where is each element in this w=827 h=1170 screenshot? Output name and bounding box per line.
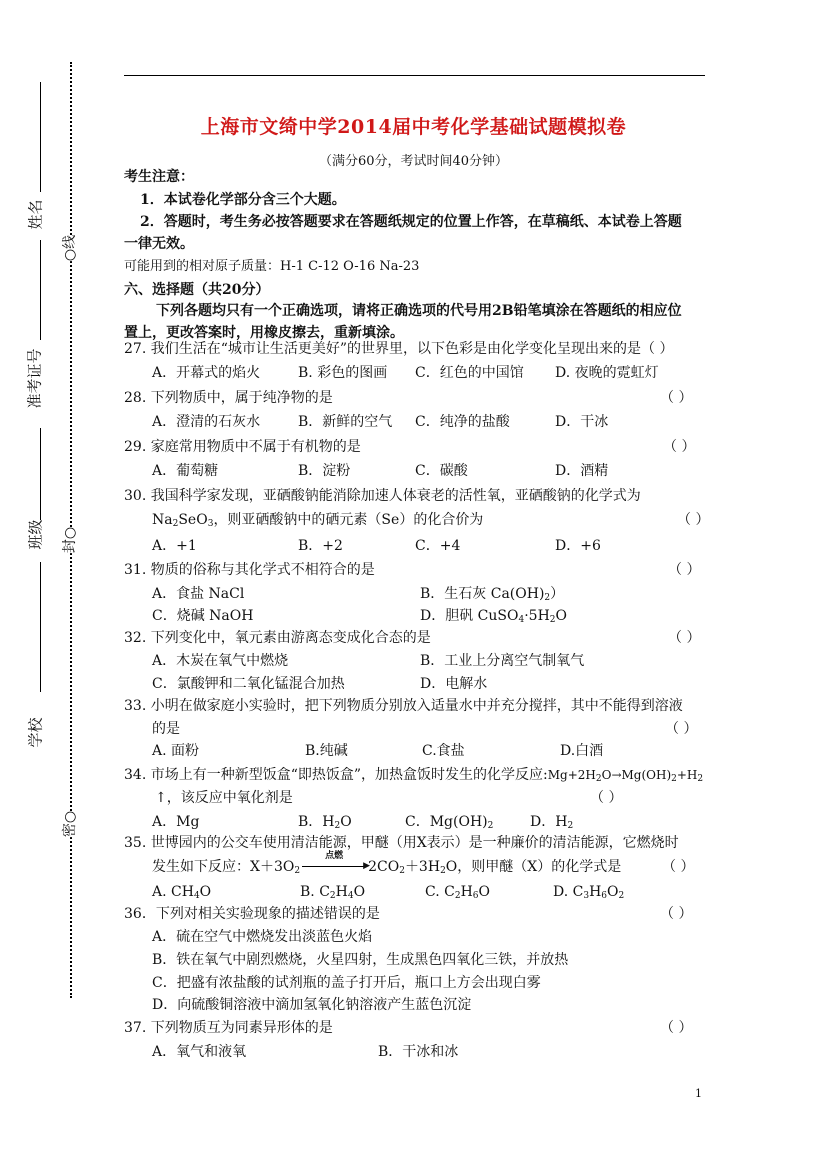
q27-stem: 27. 我们生活在“城市让生活更美好”的世界里，以下色彩是由化学变化呈现出来的是（ ） bbox=[124, 341, 674, 357]
q36-stem: 36．下列对相关实验现象的描述错误的是 bbox=[124, 906, 380, 922]
q37-stem: 37. 下列物质互为同素异形体的是 bbox=[124, 1020, 333, 1036]
q31-option-d: D．胆矾 $CuSO_4\cdot 5H_2O$ bbox=[420, 608, 568, 625]
q30-option-a: A．+1 bbox=[152, 538, 197, 554]
exam-id-fill-line bbox=[40, 240, 41, 340]
q28-stem: 28. 下列物质中，属于纯净物的是 bbox=[124, 390, 333, 406]
q35-stem-line1: 35. 世博园内的公交车使用清洁能源，甲醚（用X表示）是一种廉价的清洁能源，它燃烧时 bbox=[124, 835, 679, 851]
q33-option-a: A. 面粉 bbox=[152, 743, 200, 759]
q32-option-a: A．木炭在氧气中燃烧 bbox=[152, 653, 289, 669]
q34-option-d: D．$H_2$ bbox=[530, 814, 574, 831]
binding-mark-line: ○线 bbox=[57, 235, 81, 261]
q35-answer-paren: （ ） bbox=[662, 859, 695, 875]
q36-option-a: A．硫在空气中燃烧发出淡蓝色火焰 bbox=[152, 929, 373, 945]
q34-answer-paren: （ ） bbox=[590, 790, 623, 806]
q29-option-a: A．葡萄糖 bbox=[152, 463, 219, 479]
page-number: 1 bbox=[695, 1087, 702, 1100]
q34-stem-line1: 34. 市场上有一种新型饭盒“即热饭盒”，加热盒饭时发生的化学反应$:Mg+2H_2O\to Mg(OH)_2+H_2$ bbox=[124, 767, 704, 784]
exam-id-label: 准考证号 bbox=[25, 348, 44, 409]
q35-stem-line2: 发生如下反应：$X+3O_2$ 点燃 ▶ $2CO_2+3H_2O$，则甲醚（X）的化学式是 bbox=[152, 858, 621, 880]
q37-option-b: B．干冰和冰 bbox=[378, 1044, 459, 1060]
q35-option-c: C. $C_2H_6O$ bbox=[425, 884, 490, 901]
section-instruction-2: 置上，更改答案时，用橡皮擦去，重新填涂。 bbox=[124, 325, 404, 341]
q30-answer-paren: （ ） bbox=[677, 512, 710, 528]
q32-option-c: C．氯酸钾和二氧化锰混合加热 bbox=[152, 676, 345, 692]
q30-stem-line1: 30. 我国科学家发现，亚硒酸钠能消除加速人体衰老的活性氧，亚硒酸钠的化学式为 bbox=[124, 488, 641, 504]
name-label: 姓名 bbox=[26, 199, 45, 230]
q33-option-d: D.白酒 bbox=[560, 743, 604, 759]
header-rule bbox=[124, 75, 705, 76]
school-label: 学校 bbox=[26, 717, 45, 748]
q28-option-a: A．澄清的石灰水 bbox=[152, 414, 261, 430]
atomic-mass-line: 可能用到的相对原子质量：H-1 C-12 O-16 Na-23 bbox=[124, 259, 420, 274]
q33-option-b: B.纯碱 bbox=[305, 743, 348, 759]
q34-stem-line2: ↑，该反应中氧化剂是 bbox=[155, 790, 293, 806]
section-instruction-1: 下列各题均只有一个正确选项，请将正确选项的代号用2B铅笔填涂在答题纸的相应位 bbox=[156, 303, 682, 319]
q29-stem: 29. 家庭常用物质中不属于有机物的是 bbox=[124, 439, 361, 455]
q31-option-b: B．生石灰 $Ca(OH)_2$） bbox=[420, 586, 565, 603]
note-item-2-cont: 一律无效。 bbox=[124, 236, 194, 252]
page-title: 上海市文绮中学2014届中考化学基础试题模拟卷 bbox=[200, 116, 627, 138]
class-label: 班级 bbox=[26, 519, 45, 550]
school-fill-line bbox=[40, 562, 41, 692]
q28-option-b: B．新鲜的空气 bbox=[298, 414, 393, 430]
q30-option-b: B．+2 bbox=[298, 538, 343, 554]
note-item-1: 1．本试卷化学部分含三个大题。 bbox=[140, 192, 346, 208]
q31-option-a: A．食盐 NaCl bbox=[152, 586, 245, 602]
q29-option-c: C．碳酸 bbox=[415, 463, 468, 479]
q28-option-c: C．纯净的盐酸 bbox=[415, 414, 510, 430]
binding-mark-secret: 密○ bbox=[57, 811, 81, 837]
section-title: 六、选择题（共20分） bbox=[124, 282, 270, 298]
binding-mark-seal: 封○ bbox=[57, 527, 81, 553]
q35-option-d: D. $C_3H_6O_2$ bbox=[553, 884, 625, 901]
q31-stem: 31. 物质的俗称与其化学式不相符合的是 bbox=[124, 562, 375, 578]
q36-option-c: C．把盛有浓盐酸的试剂瓶的盖子打开后，瓶口上方会出现白雾 bbox=[152, 975, 541, 991]
q27-option-c: C．红色的中国馆 bbox=[415, 365, 524, 381]
class-fill-line bbox=[40, 428, 41, 520]
q32-answer-paren: （ ） bbox=[668, 630, 701, 646]
q27-option-b: B. 彩色的图画 bbox=[298, 365, 388, 381]
q36-answer-paren: （ ） bbox=[660, 906, 693, 922]
q32-option-d: D．电解水 bbox=[420, 676, 488, 692]
q35-option-b: B. $C_2H_4O$ bbox=[300, 884, 366, 901]
q34-option-a: A．Mg bbox=[152, 814, 200, 830]
q35-condition-label: 点燃 bbox=[325, 851, 344, 861]
page-subtitle: （满分60分，考试时间40分钟） bbox=[318, 154, 509, 169]
note-item-2: 2．答题时，考生务必按答题要求在答题纸规定的位置上作答，在草稿纸、本试卷上答题 bbox=[140, 214, 682, 230]
q36-option-b: B．铁在氧气中剧烈燃烧，火星四射，生成黑色四氧化三铁，并放热 bbox=[152, 952, 569, 968]
q36-option-d: D．向硫酸铜溶液中滴加氢氧化钠溶液产生蓝色沉淀 bbox=[152, 997, 472, 1013]
q34-option-c: C．$Mg(OH)_2$ bbox=[405, 814, 494, 831]
q37-option-a: A．氧气和液氧 bbox=[152, 1044, 247, 1060]
q29-answer-paren: （ ） bbox=[663, 439, 696, 455]
q31-answer-paren: （ ） bbox=[668, 562, 701, 578]
q35-reaction-arrow bbox=[302, 866, 366, 867]
q35-option-a: A. $CH_4O$ bbox=[152, 884, 212, 901]
q30-option-c: C．+4 bbox=[415, 538, 461, 554]
q30-option-d: D．+6 bbox=[555, 538, 601, 554]
q33-stem-line2: 的是 bbox=[152, 721, 180, 737]
q27-option-d: D. 夜晚的霓虹灯 bbox=[555, 365, 659, 381]
q33-stem-line1: 33. 小明在做家庭小实验时，把下列物质分别放入适量水中并充分搅拌，其中不能得到溶液 bbox=[124, 698, 683, 714]
q33-answer-paren: （ ） bbox=[665, 721, 698, 737]
q32-option-b: B．工业上分离空气制氧气 bbox=[420, 653, 585, 669]
q29-option-b: B．淀粉 bbox=[298, 463, 351, 479]
q27-option-a: A．开幕式的焰火 bbox=[152, 365, 261, 381]
notes-heading: 考生注意： bbox=[124, 169, 194, 185]
q29-option-d: D．酒精 bbox=[555, 463, 609, 479]
q32-stem: 32. 下列变化中，氧元素由游离态变成化合态的是 bbox=[124, 630, 431, 646]
q34-option-b: B．$H_2O$ bbox=[298, 814, 352, 831]
q30-stem-line2: $Na_2SeO_3$，则亚硒酸钠中的硒元素（Se）的化合价为 bbox=[152, 512, 484, 529]
q33-option-c: C.食盐 bbox=[422, 743, 465, 759]
name-fill-line bbox=[40, 82, 41, 192]
q28-option-d: D．干冰 bbox=[555, 414, 609, 430]
q37-answer-paren: （ ） bbox=[660, 1020, 693, 1036]
q31-option-c: C．烧碱 NaOH bbox=[152, 608, 254, 624]
q28-answer-paren: （ ） bbox=[660, 390, 693, 406]
